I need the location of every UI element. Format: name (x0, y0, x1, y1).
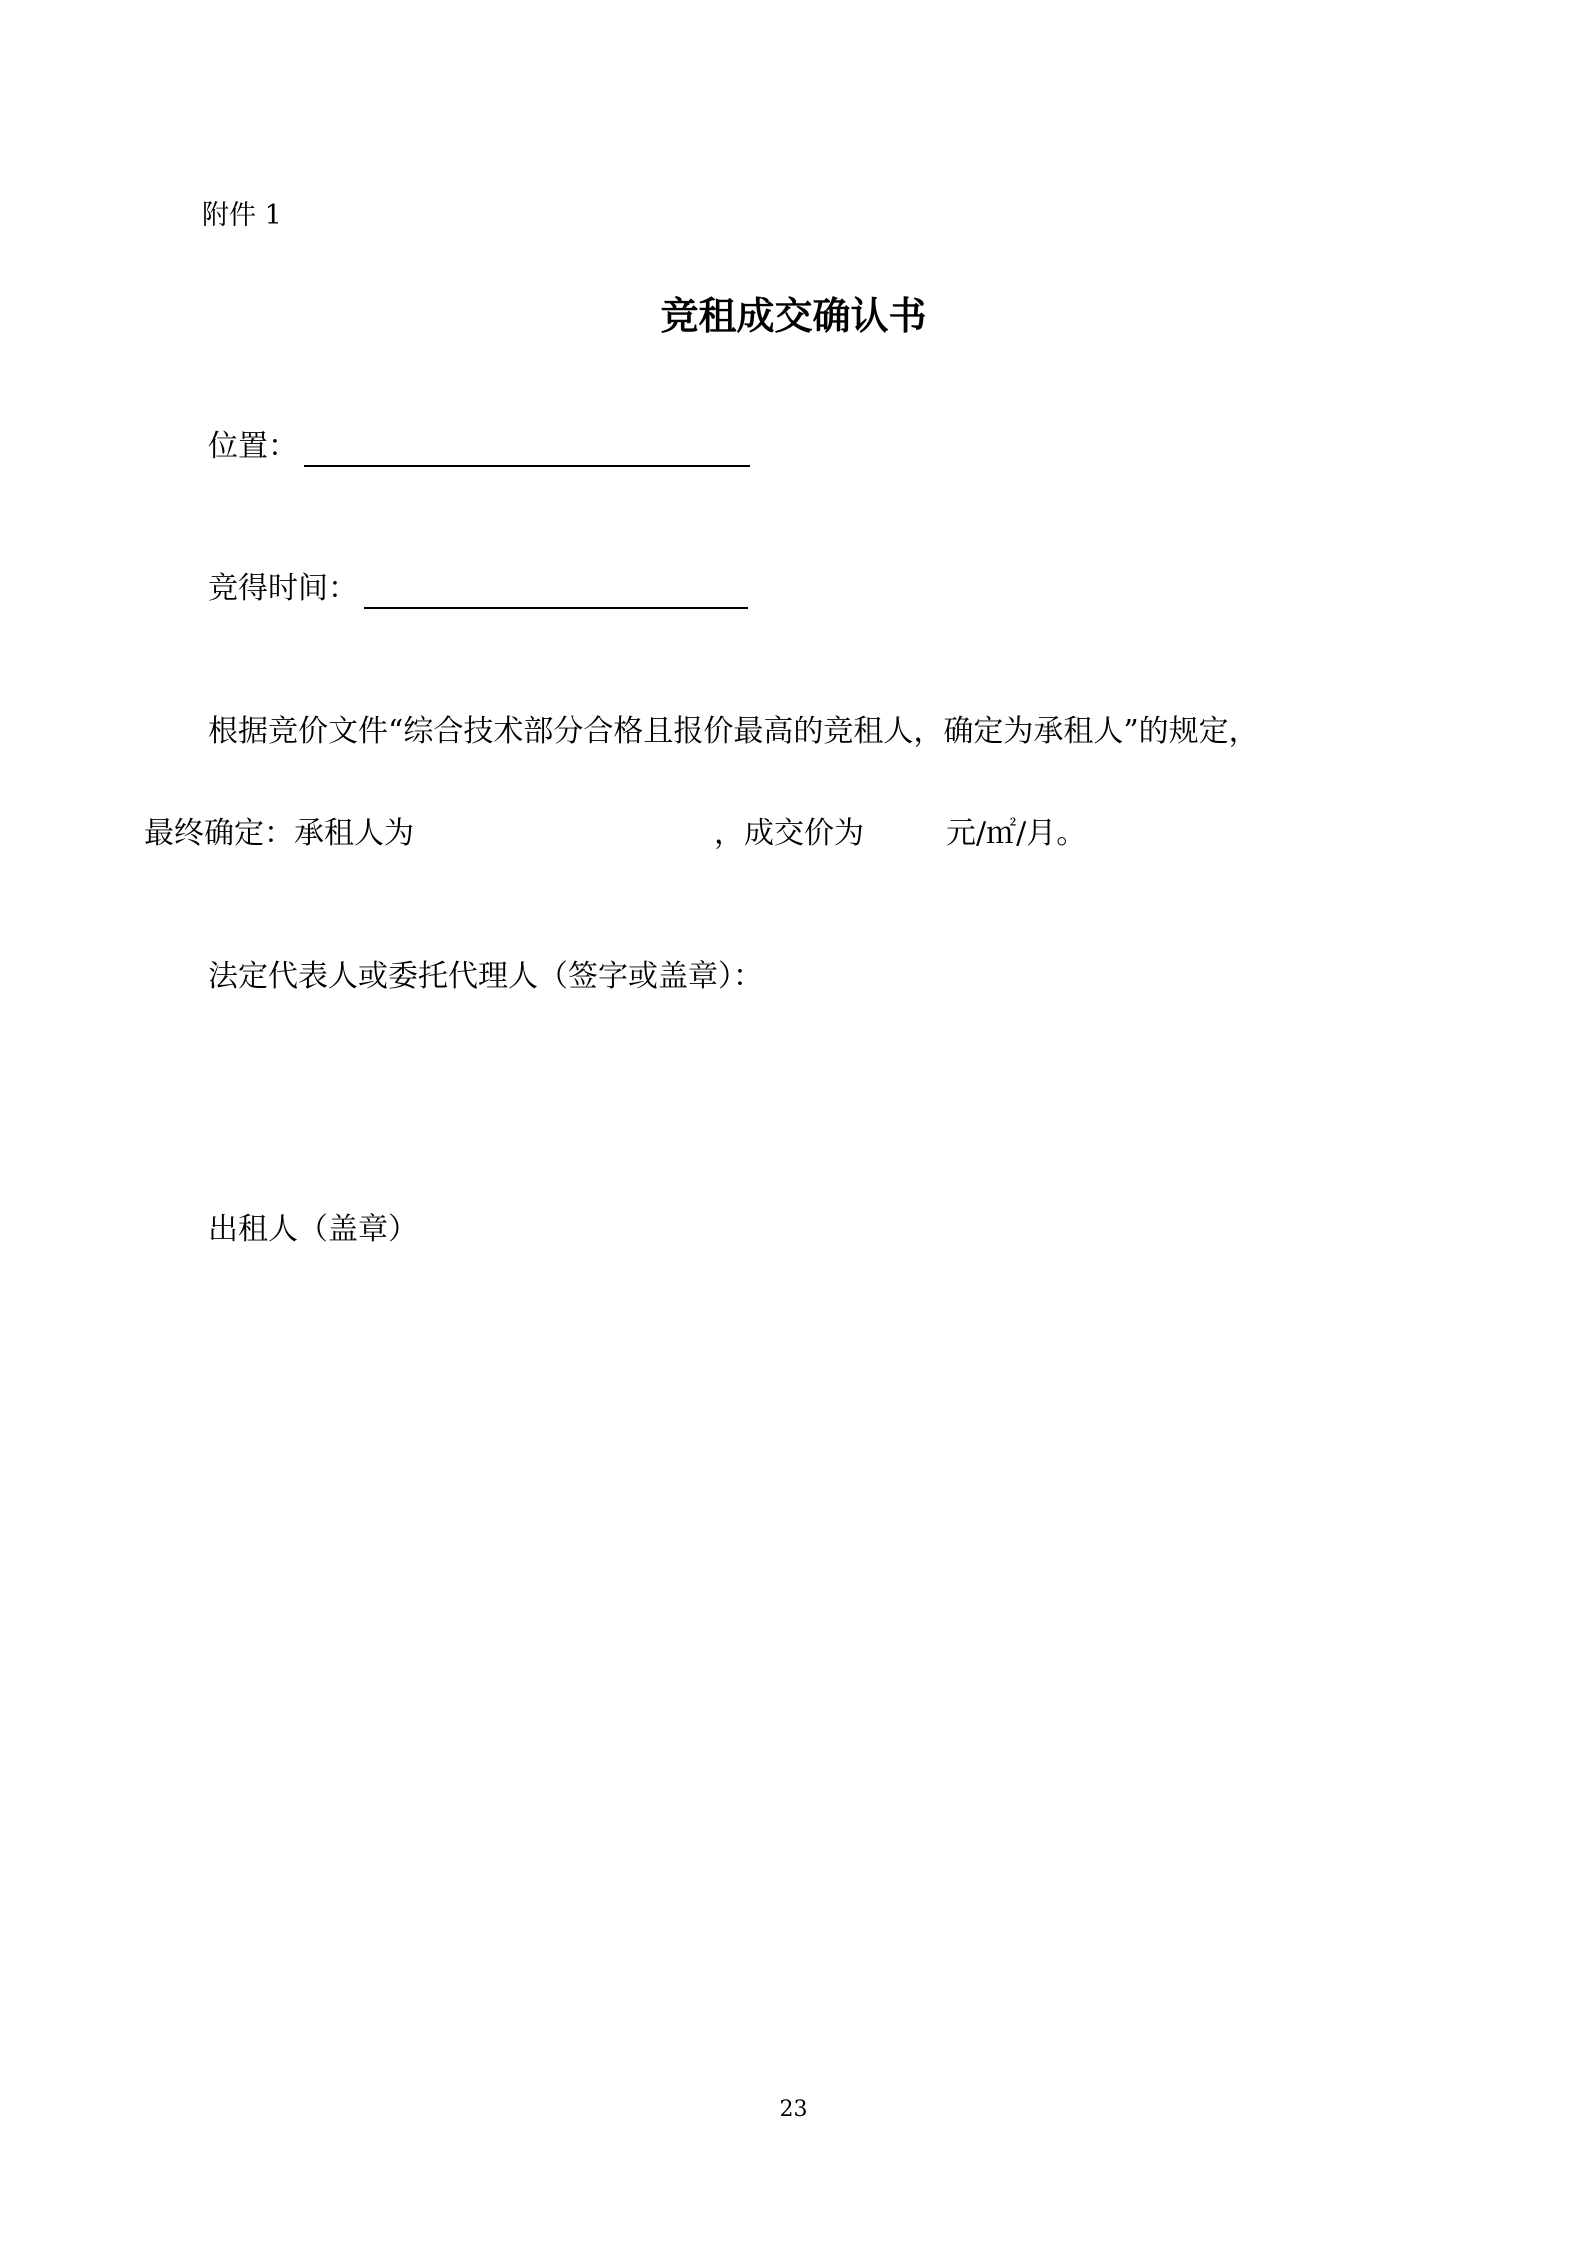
rule-paragraph: 根据竞价文件“综合技术部分合格且报价最高的竞租人，确定为承租人”的规定， (208, 714, 1259, 749)
award-time-row (208, 569, 748, 609)
lessor-seal-label: 出租人（盖章） (208, 1212, 418, 1247)
attachment-label: 附件 1 (202, 200, 282, 231)
location-blank-line (304, 429, 750, 467)
final-suffix: 元/㎡/月。 (946, 816, 1087, 851)
award-time-label: 竞得时间： (208, 571, 358, 606)
document-title: 竞租成交确认书 (660, 294, 927, 338)
final-middle: ，成交价为 (714, 816, 864, 851)
award-time-blank-line (364, 571, 748, 609)
location-label: 位置： (208, 429, 298, 464)
page-number: 23 (779, 2097, 808, 2122)
final-prefix: 最终确定：承租人为 (144, 816, 414, 851)
location-row (208, 427, 750, 467)
final-determination-row (144, 814, 1086, 854)
representative-signature-label: 法定代表人或委托代理人（签字或盖章）： (208, 959, 763, 994)
